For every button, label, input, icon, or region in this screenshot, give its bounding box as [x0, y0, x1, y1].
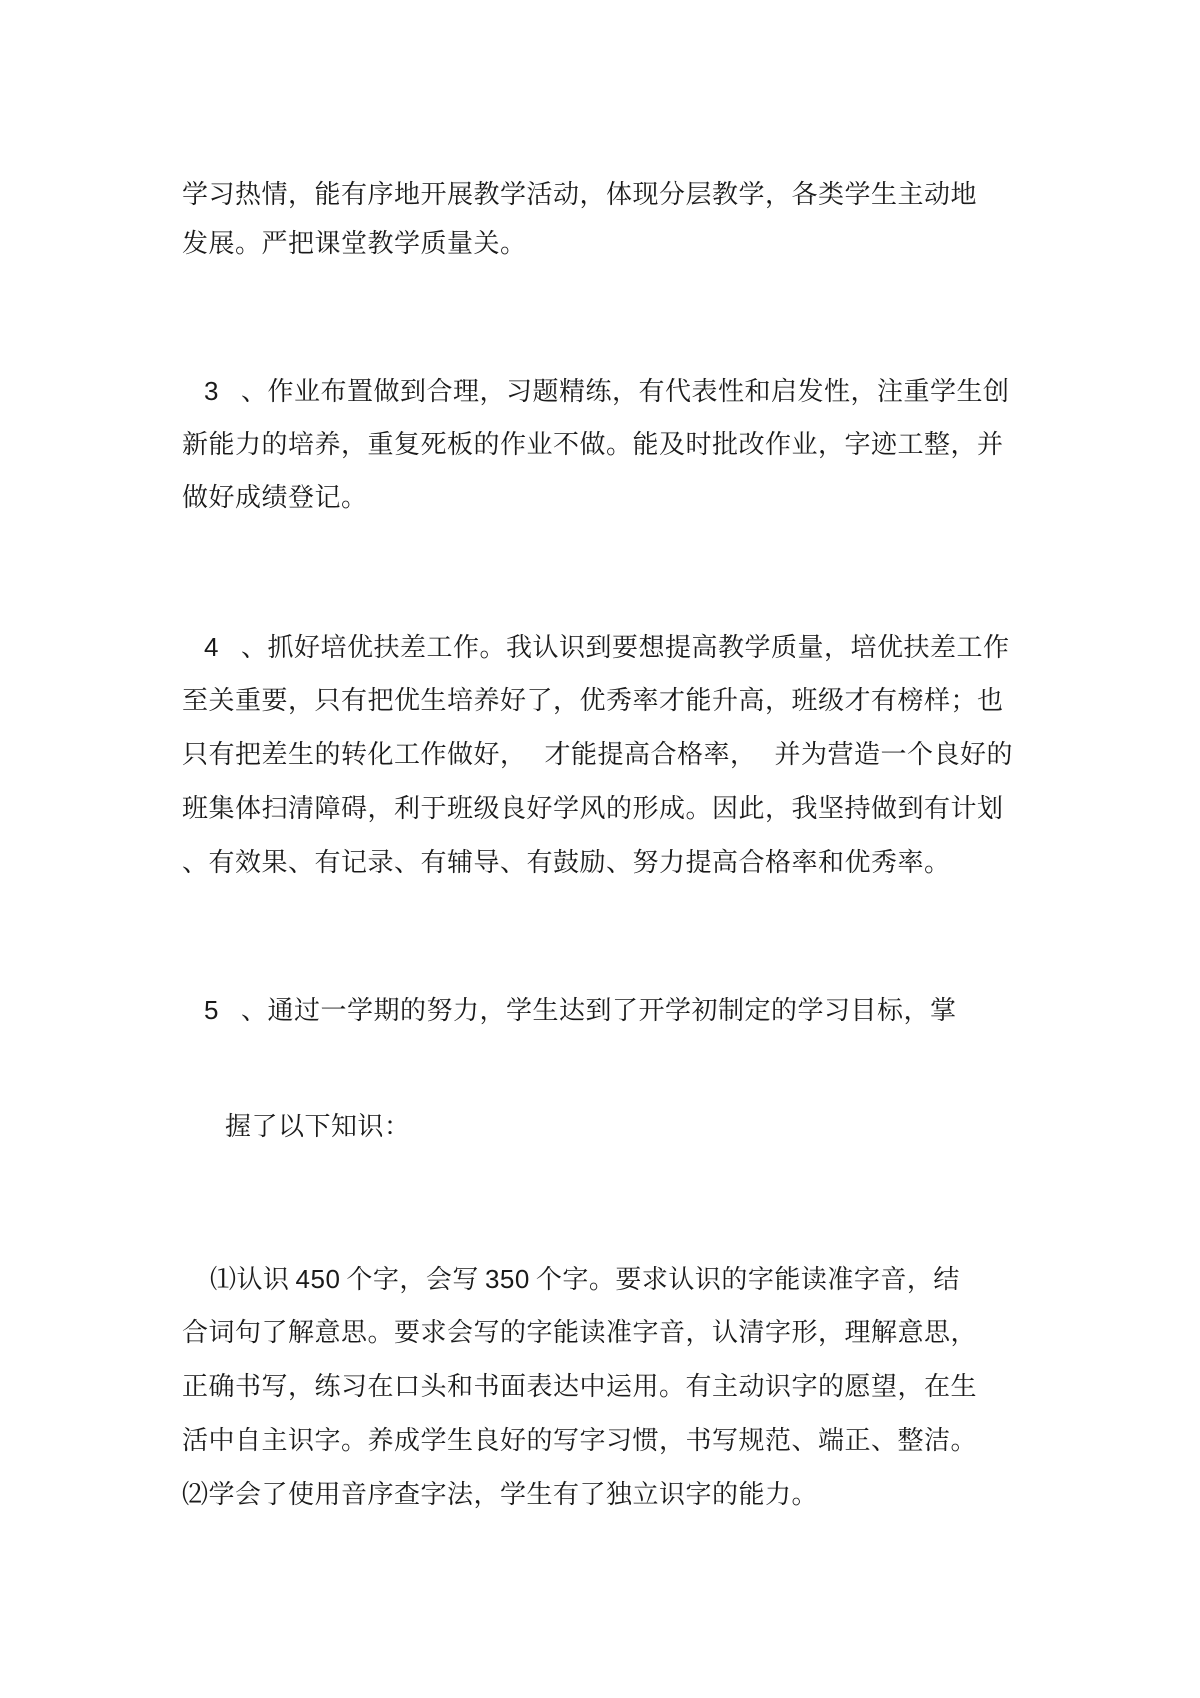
sub-item-1-line-1 [210, 1262, 960, 1296]
paragraph-line [182, 227, 527, 261]
paragraph-line [182, 1424, 977, 1458]
number-value: 450 [295, 1264, 341, 1294]
paragraph-text: 正确书写，练习在口头和书面表达中运用。有主动识字的愿望，在生 [182, 1372, 978, 1402]
paragraph-line [182, 846, 951, 880]
item-number: 4 [204, 632, 219, 662]
paragraph-line [182, 792, 1004, 826]
paragraph-line [182, 481, 368, 515]
paragraph-text: 新能力的培养，重复死板的作业不做。能及时批改作业，字迹工整，并 [182, 430, 1004, 460]
paragraph-text: 握了以下知识： [225, 1112, 411, 1142]
item-3-line-1 [204, 374, 1009, 408]
sub-item-marker: ⑵ [182, 1480, 209, 1510]
sub-item-marker: ⑴ [210, 1265, 237, 1295]
paragraph-line [182, 1370, 977, 1404]
item-number: 3 [204, 376, 219, 406]
paragraph-text: 并为营造一个良好的 [774, 740, 1014, 770]
number-value: 350 [484, 1264, 530, 1294]
paragraph-text: 只有把差生的转化工作做好， [182, 740, 527, 770]
item-number: 5 [204, 995, 219, 1025]
paragraph-text: 学习热情，能有序地开展教学活动，体现分层教学，各类学生主动地 [182, 180, 978, 210]
paragraph-text: 、作业布置做到合理，习题精练，有代表性和启发性，注重学生创 [240, 377, 1010, 407]
paragraph-text: 个字。要求认识的字能读准字音，结 [535, 1265, 960, 1295]
paragraph-text: 、抓好培优扶差工作。我认识到要想提高教学质量，培优扶差工作 [240, 633, 1010, 663]
sub-item-2-line-1 [182, 1478, 818, 1512]
paragraph-text: 至关重要，只有把优生培养好了，优秀率才能升高，班级才有榜样；也 [182, 686, 1004, 716]
paragraph-line [225, 1110, 411, 1144]
paragraph-text: 认识 [236, 1265, 290, 1295]
paragraph-text: 学会了使用音序查字法，学生有了独立识字的能力。 [208, 1480, 819, 1510]
paragraph-text: 、通过一学期的努力，学生达到了开学初制定的学习目标，掌 [240, 996, 957, 1026]
paragraph-text: 合词句了解意思。要求会写的字能读准字音，认清字形，理解意思， [182, 1318, 978, 1348]
paragraph-line [182, 1316, 977, 1350]
paragraph-line [182, 178, 977, 212]
paragraph-text: 个字，会写 [346, 1265, 479, 1295]
paragraph-line [182, 428, 1004, 462]
paragraph-text: 发展。严把课堂教学质量关。 [182, 229, 527, 259]
paragraph-text: 才能提高合格率， [544, 740, 757, 770]
paragraph-text: 做好成绩登记。 [182, 483, 368, 513]
paragraph-text: 班集体扫清障碍，利于班级良好学风的形成。因此，我坚持做到有计划 [182, 794, 1004, 824]
item-5-line-1 [204, 993, 956, 1027]
paragraph-text: 活中自主识字。养成学生良好的写字习惯，书写规范、端正、整洁。 [182, 1426, 978, 1456]
paragraph-line [182, 684, 1004, 718]
item-4-line-1 [204, 630, 1009, 664]
paragraph-text: 、有效果、有记录、有辅导、有鼓励、努力提高合格率和优秀率。 [182, 848, 951, 878]
paragraph-line [182, 738, 1013, 772]
